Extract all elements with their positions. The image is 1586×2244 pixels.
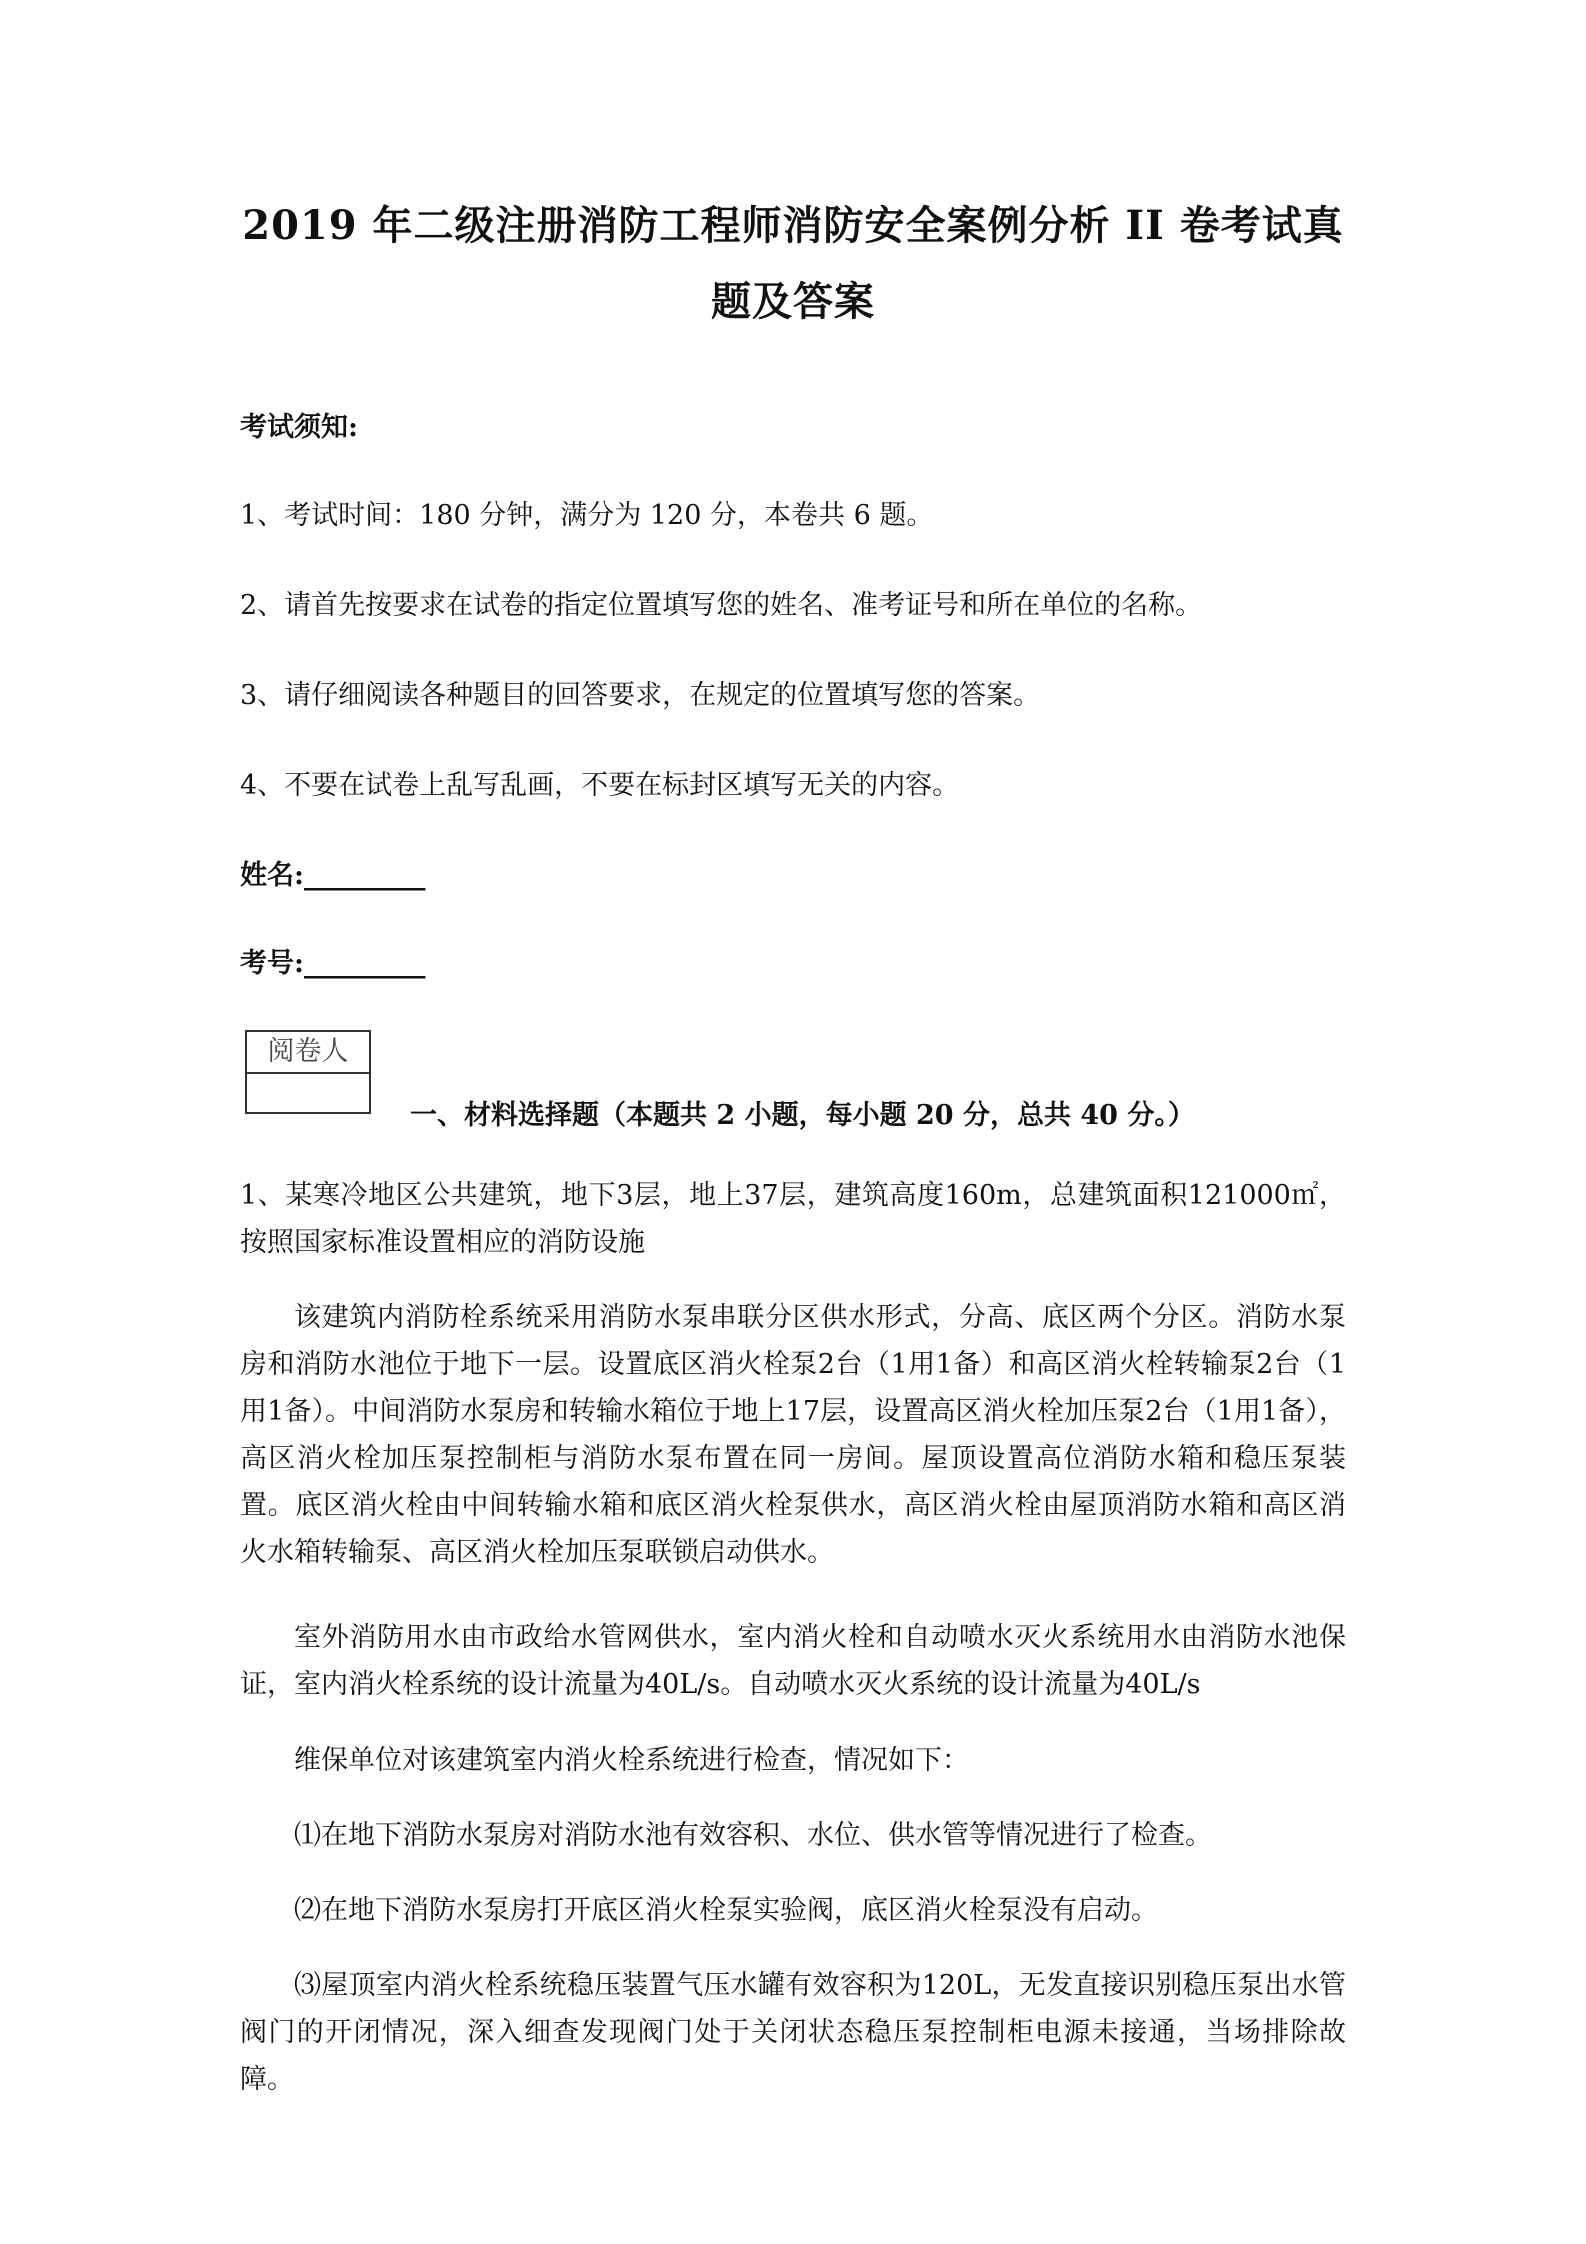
notice-item-3: 3、请仔细阅读各种题目的回答要求，在规定的位置填写您的答案。 — [240, 680, 1041, 711]
exam-number-field: 考号:_________ — [240, 948, 426, 979]
question-1-stem: 1、某寒冷地区公共建筑，地下3层，地上37层，建筑高度160m，总建筑面积121000㎡，按照国家标准设置相应的消防设施 — [240, 1180, 1346, 1258]
grader-box — [245, 1030, 371, 1114]
question-1-paragraph-3: 维保单位对该建筑室内消火栓系统进行检查，情况如下： — [294, 1745, 969, 1776]
section-heading: 一、材料选择题（本题共 2 小题，每小题 20 分，总共 40 分。） — [410, 1100, 1195, 1131]
question-1-paragraph-1: 该建筑内消防栓系统采用消防水泵串联分区供水形式，分高、底区两个分区。消防水泵房和消防水池位于地下一层。设置底区消火栓泵2台（1用1备）和高区消火栓转输泵2台（1用1备）。中间消防水泵房和转输水箱位于地上17层，设置高区消火栓加压泵2台（1用1备），高区消火栓加压泵控制柜与消防水泵布置在同一房间。屋顶设置高位消防水箱和稳压泵装置。底区消火栓由中间转输水箱和底区消火栓泵供水，高区消火栓由屋顶消防水箱和高区消火水箱转输泵、高区消火栓加压泵联锁启动供水。 — [240, 1302, 1346, 1568]
notice-heading: 考试须知: — [240, 412, 358, 443]
document-title-line-2: 题及答案 — [711, 278, 875, 325]
notice-item-2: 2、请首先按要求在试卷的指定位置填写您的姓名、准考证号和所在单位的名称。 — [240, 590, 1203, 621]
notice-item-1: 1、考试时间：180 分钟，满分为 120 分，本卷共 6 题。 — [240, 500, 934, 531]
question-1-paragraph-2: 室外消防用水由市政给水管网供水，室内消火栓和自动喷水灭火系统用水由消防水池保证，室内消火栓系统的设计流量为40L/s。自动喷水灭火系统的设计流量为40L/s — [240, 1622, 1346, 1700]
question-1-finding-2: ⑵在地下消防水泵房打开底区消火栓泵实验阀，底区消火栓泵没有启动。 — [294, 1895, 1158, 1926]
name-field: 姓名:_________ — [240, 860, 426, 891]
question-1-finding-1: ⑴在地下消防水泵房对消防水池有效容积、水位、供水管等情况进行了检查。 — [294, 1820, 1212, 1851]
question-1-finding-3: ⑶屋顶室内消火栓系统稳压装置气压水罐有效容积为120L，无发直接识别稳压泵出水管阀门的开闭情况，深入细查发现阀门处于关闭状态稳压泵控制柜电源未接通，当场排除故障。 — [240, 1970, 1346, 2095]
grader-label: 阅卷人 — [247, 1032, 369, 1074]
notice-item-4: 4、不要在试卷上乱写乱画，不要在标封区填写无关的内容。 — [240, 770, 960, 801]
document-title-line-1: 2019 年二级注册消防工程师消防安全案例分析 II 卷考试真 — [242, 202, 1344, 249]
